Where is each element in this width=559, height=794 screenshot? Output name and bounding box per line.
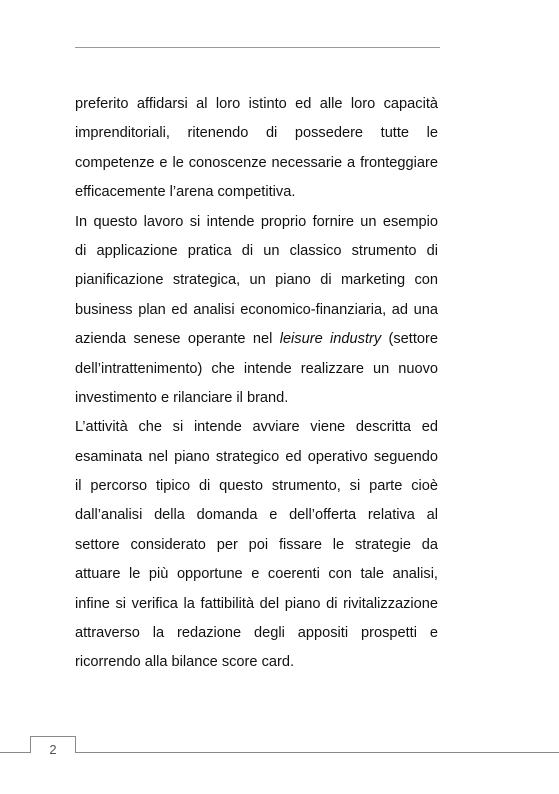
italic-text: leisure industry <box>279 331 382 348</box>
text-line <box>75 119 438 148</box>
text-segment: In questo lavoro si intende proprio fornire un esempio <box>75 213 438 230</box>
text-line <box>75 149 438 178</box>
text-line <box>75 590 438 619</box>
text-segment: L’attività che si intende avviare viene descritta ed <box>75 419 438 436</box>
text-segment: infine si verifica la fattibilità del piano di rivitalizzazione <box>75 595 438 612</box>
text-segment: (settore <box>381 331 438 348</box>
text-segment: settore considerato per poi fissare le strategie da <box>75 536 438 553</box>
header-rule <box>75 47 440 48</box>
footer-rule <box>0 752 559 753</box>
page-number: 2 <box>49 742 57 757</box>
text-line <box>75 443 438 472</box>
text-segment: ricorrendo alla bilance score card. <box>75 654 295 671</box>
text-segment: esaminata nel piano strategico ed operativo seguendo <box>75 448 438 465</box>
text-line <box>75 384 438 413</box>
text-line <box>75 560 438 589</box>
text-segment: investimento e rilanciare il brand. <box>75 389 289 406</box>
text-line <box>75 178 438 207</box>
page-number-box <box>30 736 76 757</box>
text-segment: imprenditoriali, ritenendo di possedere tutte le <box>75 125 438 142</box>
text-segment: efficacemente l’arena competitiva. <box>75 184 296 201</box>
text-line <box>75 472 438 501</box>
text-segment: pianificazione strategica, un piano di marketing con <box>75 272 438 289</box>
text-line <box>75 208 438 237</box>
text-segment: dell’intrattenimento) che intende realizzare un nuovo <box>75 360 438 377</box>
text-line <box>75 531 438 560</box>
body-text <box>75 90 438 678</box>
text-line <box>75 648 438 677</box>
text-line <box>75 325 438 354</box>
text-segment: attuare le più opportune e coerenti con tale analisi, <box>75 566 438 583</box>
text-segment: dall’analisi della domanda e dell’offerta relativa al <box>75 507 438 524</box>
text-line <box>75 355 438 384</box>
text-segment: preferito affidarsi al loro istinto ed alle loro capacità <box>75 96 438 112</box>
text-segment: business plan ed analisi economico-finanziaria, ad una <box>75 301 438 318</box>
paragraph <box>75 413 438 678</box>
text-segment: il percorso tipico di questo strumento, si parte cioè <box>75 478 438 495</box>
text-line <box>75 90 438 119</box>
text-line <box>75 501 438 530</box>
text-line <box>75 619 438 648</box>
text-line <box>75 237 438 266</box>
text-line <box>75 266 438 295</box>
text-segment: azienda senese operante nel <box>75 331 280 348</box>
text-segment: attraverso la redazione degli appositi prospetti e <box>75 625 438 642</box>
paragraph <box>75 90 438 208</box>
text-segment: competenze e le conoscenze necessarie a fronteggiare <box>75 154 438 171</box>
text-line <box>75 413 438 442</box>
paragraph <box>75 208 438 414</box>
text-segment: di applicazione pratica di un classico strumento di <box>75 242 438 259</box>
text-line <box>75 296 438 325</box>
